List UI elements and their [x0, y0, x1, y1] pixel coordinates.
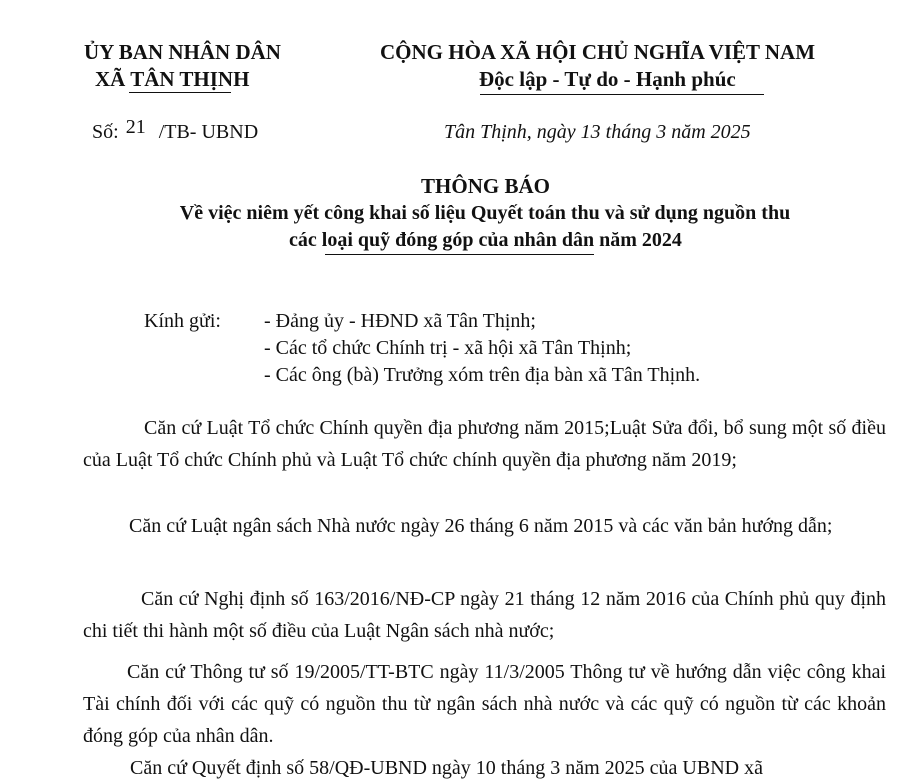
number-value: 21 — [125, 116, 146, 138]
place-date: Tân Thịnh, ngày 13 tháng 3 năm 2025 — [444, 121, 751, 143]
nation-title: CỘNG HÒA XÃ HỘI CHỦ NGHĨA VIỆT NAM — [380, 40, 816, 64]
number-suffix: /TB- UBND — [158, 121, 259, 143]
nation-motto: Độc lập - Tự do - Hạnh phúc — [479, 67, 736, 91]
org-name-line1: ỦY BAN NHÂN DÂN — [84, 40, 281, 64]
recipients-label: Kính gửi: — [144, 310, 221, 332]
notice-heading: THÔNG BÁO — [421, 174, 550, 198]
notice-subject-line2: các loại quỹ đóng góp của nhân dân năm 2024 — [289, 229, 682, 251]
body-paragraph-5: Căn cứ Quyết định số 58/QĐ-UBND ngày 10 tháng 3 năm 2025 của UBND xã — [130, 757, 763, 779]
recipient-item: - Các ông (bà) Trưởng xóm trên địa bàn xã Tân Thịnh. — [264, 364, 701, 386]
org-underline — [129, 92, 231, 93]
body-paragraph-1: Căn cứ Luật Tổ chức Chính quyền địa phương năm 2015;Luật Sửa đổi, bổ sung một số điều của Luật Tổ chức Chính phủ và Luật Tổ chức chính quyền địa phương năm 2019; — [83, 417, 886, 471]
notice-subject-line1: Về việc niêm yết công khai số liệu Quyết toán thu và sử dụng nguồn thu — [179, 202, 791, 224]
recipient-item: - Đảng ủy - HĐND xã Tân Thịnh; — [264, 310, 536, 332]
document-number — [92, 116, 259, 144]
body-paragraph-2: Căn cứ Luật ngân sách Nhà nước ngày 26 tháng 6 năm 2015 và các văn bản hướng dẫn; — [129, 515, 833, 537]
org-name-line2: XÃ TÂN THỊNH — [95, 67, 250, 91]
subject-underline — [325, 254, 594, 255]
body-paragraph-4: Căn cứ Thông tư số 19/2005/TT-BTC ngày 11/3/2005 Thông tư về hướng dẫn việc công khai Tài chính đối với các quỹ có nguồn thu từ ngân sách nhà nước và các quỹ có nguồn từ các khoản đóng góp của nhân dân. — [83, 661, 886, 747]
recipient-item: - Các tổ chức Chính trị - xã hội xã Tân Thịnh; — [264, 337, 632, 359]
body-paragraph-3: Căn cứ Nghị định số 163/2016/NĐ-CP ngày 21 tháng 12 năm 2016 của Chính phủ quy định chi tiết thi hành một số điều của Luật Ngân sách nhà nước; — [83, 588, 886, 642]
number-prefix: Số: — [92, 121, 119, 143]
motto-underline — [480, 94, 764, 95]
